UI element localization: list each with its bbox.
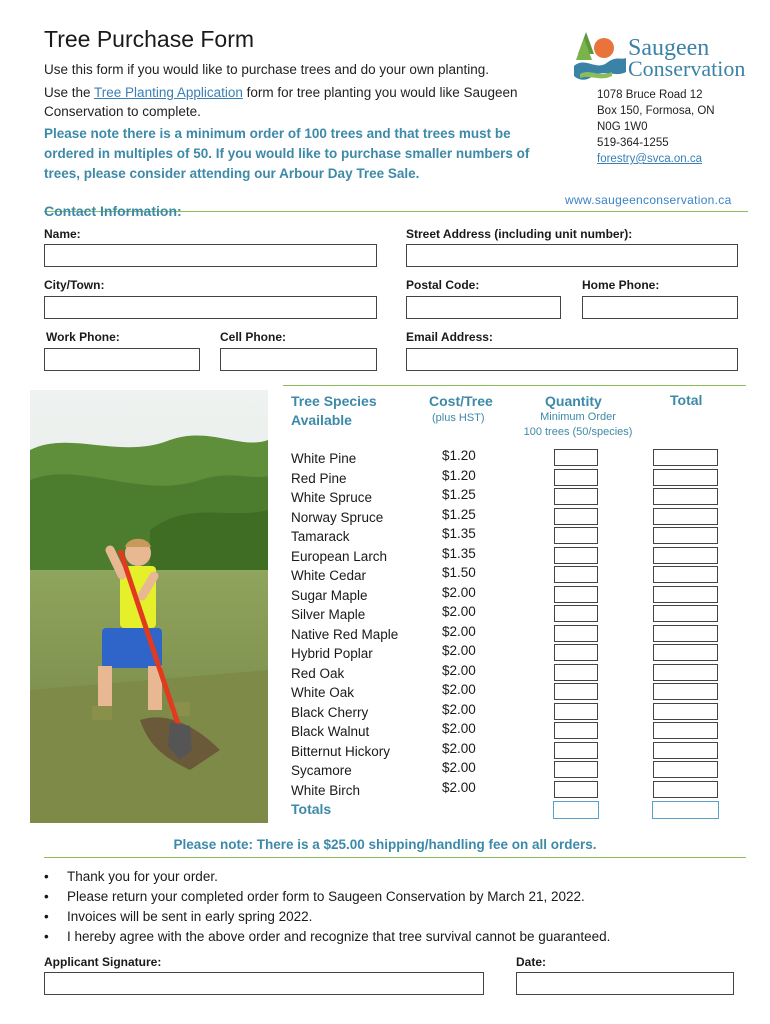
phone-number: 519-364-1255 xyxy=(597,137,669,149)
quantity-field[interactable] xyxy=(554,664,598,681)
row-total-field[interactable] xyxy=(653,508,718,525)
quantity-field[interactable] xyxy=(554,527,598,544)
species-name: Native Red Maple xyxy=(291,626,399,642)
intro-line-3: Conservation to complete. xyxy=(44,104,201,119)
list-item: • Thank you for your order. xyxy=(44,867,610,887)
row-total-field[interactable] xyxy=(653,605,718,622)
intro-line-2 xyxy=(44,85,518,100)
total-header: Total xyxy=(670,392,703,408)
species-cost: $1.25 xyxy=(442,506,476,522)
note-line: ordered in multiples of 50. If you would like to purchase smaller numbers of xyxy=(44,146,530,161)
quantity-field[interactable] xyxy=(554,703,598,720)
species-cost: $2.00 xyxy=(442,604,476,619)
quantity-field[interactable] xyxy=(554,761,598,778)
species-list xyxy=(291,449,398,800)
list-item: • Please return your completed order form to Saugeen Conservation by March 21, 2022. xyxy=(44,887,610,907)
date-label: Date: xyxy=(516,955,547,969)
work-phone-label: Work Phone: xyxy=(46,330,120,344)
row-total-field[interactable] xyxy=(653,586,718,603)
grand-total-field[interactable] xyxy=(652,801,719,819)
row-total-field[interactable] xyxy=(653,566,718,583)
species-name: Red Oak xyxy=(291,665,345,681)
row-total-field[interactable] xyxy=(653,703,718,720)
city-label: City/Town: xyxy=(44,278,105,292)
name-field[interactable] xyxy=(44,244,377,267)
child-planting-tree-photo xyxy=(30,390,268,823)
email-label: Email Address: xyxy=(406,330,493,344)
species-cost: $2.00 xyxy=(442,662,476,678)
row-total-field[interactable] xyxy=(653,683,718,700)
quantity-subheader-line-2: 100 trees (50/species) xyxy=(523,426,633,438)
species-cost: $2.00 xyxy=(442,760,476,775)
email-field[interactable] xyxy=(406,348,738,371)
list-item: • I hereby agree with the above order and recognize that tree survival cannot be guaranteed. xyxy=(44,927,610,947)
species-name: Red Pine xyxy=(291,470,347,486)
row-total-field[interactable] xyxy=(653,644,718,661)
forestry-email-link[interactable]: forestry@svca.on.ca xyxy=(597,153,702,165)
species-cost: $1.25 xyxy=(442,487,476,502)
name-label: Name: xyxy=(44,227,81,241)
species-cost: $2.00 xyxy=(442,740,476,756)
cell-phone-label: Cell Phone: xyxy=(220,330,287,344)
home-phone-label: Home Phone: xyxy=(582,278,660,292)
quantity-field[interactable] xyxy=(554,449,598,466)
species-name: Silver Maple xyxy=(291,607,366,622)
species-name: Tamarack xyxy=(291,529,350,544)
species-cost: $1.50 xyxy=(442,565,476,580)
signature-field[interactable] xyxy=(44,972,484,995)
intro-line-2-prefix: Use the xyxy=(44,85,95,100)
species-cost: $2.00 xyxy=(442,779,476,795)
postal-code-field[interactable] xyxy=(406,296,561,319)
species-header-line-1: Tree Species xyxy=(291,393,377,409)
species-cost: $1.35 xyxy=(442,526,476,541)
tree-planting-application-link[interactable]: Tree Planting Application xyxy=(94,85,243,100)
quantity-field[interactable] xyxy=(554,547,598,564)
species-name: Black Walnut xyxy=(291,724,370,739)
species-name: White Spruce xyxy=(291,490,373,505)
species-name: Sugar Maple xyxy=(291,587,368,603)
quantity-field[interactable] xyxy=(554,722,598,739)
species-cost: $2.00 xyxy=(442,643,476,658)
species-name: White Oak xyxy=(291,685,355,700)
cell-phone-field[interactable] xyxy=(220,348,377,371)
species-name: White Pine xyxy=(291,451,357,466)
row-total-field[interactable] xyxy=(653,761,718,778)
intro-line-2-suffix: form for tree planting you would like Saugeen xyxy=(242,85,518,100)
city-field[interactable] xyxy=(44,296,377,319)
website-link[interactable]: www.saugeenconservation.ca xyxy=(565,193,732,207)
email-link-wrap xyxy=(597,153,702,165)
species-cost: $2.00 xyxy=(442,682,476,697)
species-cost: $2.00 xyxy=(442,584,476,600)
species-name: Norway Spruce xyxy=(291,509,384,525)
species-name: Bitternut Hickory xyxy=(291,743,391,759)
intro-line-1: Use this form if you would like to purchase trees and do your own planting. xyxy=(44,62,489,77)
quantity-field[interactable] xyxy=(554,508,598,525)
quantity-field[interactable] xyxy=(554,781,598,798)
row-total-field[interactable] xyxy=(653,469,718,486)
cost-list xyxy=(442,446,476,797)
street-address-field[interactable] xyxy=(406,244,738,267)
quantity-field[interactable] xyxy=(554,625,598,642)
quantity-field[interactable] xyxy=(554,683,598,700)
row-total-field[interactable] xyxy=(653,742,718,759)
totals-label: Totals xyxy=(291,801,332,817)
note-line: trees, please consider attending our Arbour Day Tree Sale. xyxy=(44,166,420,181)
quantity-field[interactable] xyxy=(554,469,598,486)
row-total-field[interactable] xyxy=(653,625,718,642)
date-field[interactable] xyxy=(516,972,734,995)
quantity-total-field[interactable] xyxy=(553,801,599,819)
quantity-header: Quantity xyxy=(545,393,602,409)
page-title: Tree Purchase Form xyxy=(44,26,255,52)
row-total-field[interactable] xyxy=(653,547,718,564)
shipping-note: Please note: There is a $25.00 shipping/handling fee on all orders. xyxy=(173,837,597,852)
species-name: White Cedar xyxy=(291,568,367,583)
species-cost: $2.00 xyxy=(442,701,476,717)
species-name: White Birch xyxy=(291,782,361,798)
address-line: 1078 Bruce Road 12 xyxy=(597,89,703,101)
cost-subheader: (plus HST) xyxy=(432,412,485,424)
quantity-field[interactable] xyxy=(554,586,598,603)
row-total-field[interactable] xyxy=(653,722,718,739)
species-name: Sycamore xyxy=(291,763,352,778)
row-total-field[interactable] xyxy=(653,781,718,798)
species-name: European Larch xyxy=(291,548,388,564)
saugeen-logo-icon xyxy=(572,28,628,84)
divider xyxy=(283,385,746,386)
signature-label: Applicant Signature: xyxy=(44,955,162,969)
quantity-field[interactable] xyxy=(554,566,598,583)
quantity-field[interactable] xyxy=(554,742,598,759)
quantity-field[interactable] xyxy=(554,605,598,622)
notes-list xyxy=(44,867,610,947)
logo-text-line-2: Conservation xyxy=(628,56,746,81)
quantity-field[interactable] xyxy=(554,644,598,661)
species-cost: $1.20 xyxy=(442,467,476,483)
list-item: • Invoices will be sent in early spring 2022. xyxy=(44,907,610,927)
species-cost: $2.00 xyxy=(442,721,476,736)
postal-label: Postal Code: xyxy=(406,278,480,292)
cost-header: Cost/Tree xyxy=(429,393,493,409)
divider xyxy=(44,857,746,858)
quantity-field[interactable] xyxy=(554,488,598,505)
row-total-field[interactable] xyxy=(653,449,718,466)
logo-text-line-1: Saugeen xyxy=(628,35,710,61)
row-total-field[interactable] xyxy=(653,664,718,681)
contact-heading: Contact Information: xyxy=(44,203,182,219)
address-line: N0G 1W0 xyxy=(597,121,648,133)
species-cost: $2.00 xyxy=(442,623,476,639)
note-line: Please note there is a minimum order of 100 trees and that trees must be xyxy=(44,126,511,141)
species-name: Hybrid Poplar xyxy=(291,646,373,661)
species-cost: $1.20 xyxy=(442,448,476,463)
species-cost: $1.35 xyxy=(442,545,476,561)
minimum-order-note xyxy=(44,124,554,184)
quantity-subheader-line-1: Minimum Order xyxy=(540,411,616,423)
row-total-field[interactable] xyxy=(653,527,718,544)
street-label: Street Address (including unit number): xyxy=(406,227,633,241)
home-phone-field[interactable] xyxy=(582,296,738,319)
address-line: Box 150, Formosa, ON xyxy=(597,105,715,117)
row-total-field[interactable] xyxy=(653,488,718,505)
species-header-line-2: Available xyxy=(291,412,352,428)
work-phone-field[interactable] xyxy=(44,348,200,371)
species-name: Black Cherry xyxy=(291,704,369,720)
